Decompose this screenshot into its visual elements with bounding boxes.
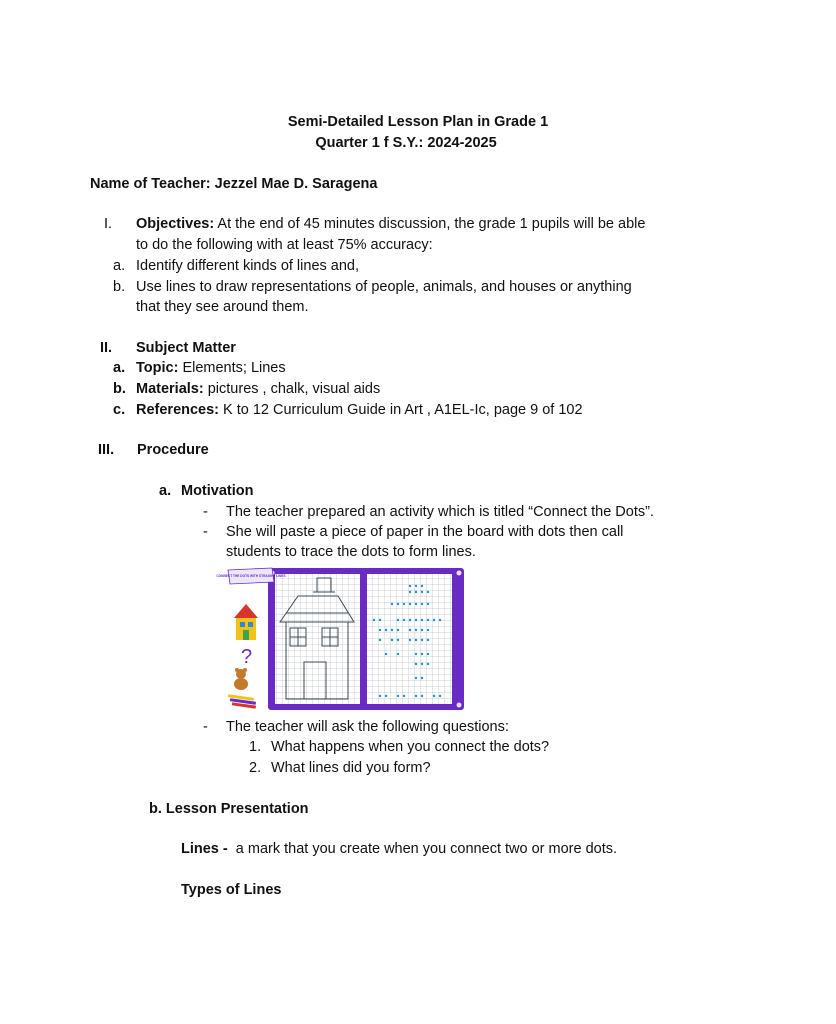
list-marker: c. <box>113 402 126 418</box>
grid-dot <box>403 695 405 697</box>
grid-dot <box>427 629 429 631</box>
grid-dot <box>427 663 429 665</box>
grid-dot <box>439 695 441 697</box>
document-title: Semi-Detailed Lesson Plan in Grade 1 <box>287 114 549 130</box>
grid-dot <box>421 603 423 605</box>
grid-dot <box>421 677 423 679</box>
grid-dot <box>427 603 429 605</box>
grid-dot <box>427 591 429 593</box>
objective-item: Identify different kinds of lines and, <box>136 258 360 274</box>
grid-dot <box>421 695 423 697</box>
list-marker: b. <box>113 381 126 397</box>
grid-dot <box>421 639 423 641</box>
lines-term: Lines - <box>181 841 228 857</box>
grid-dot <box>379 629 381 631</box>
grid-dot <box>403 603 405 605</box>
objectives-text-line1: At the end of 45 minutes discussion, the grade 1 pupils will be able <box>214 216 646 232</box>
list-marker: a. <box>159 483 172 499</box>
objective-item-continued: that they see around them. <box>136 299 309 315</box>
grid-dot <box>379 639 381 641</box>
grid-dot <box>427 653 429 655</box>
toy-house-icon <box>234 604 258 640</box>
svg-text:CONNECT THE DOTS WITH STRAIGHT: CONNECT THE DOTS WITH STRAIGHT LINES <box>216 574 286 578</box>
grid-dot <box>421 629 423 631</box>
questions-intro: The teacher will ask the following questions: <box>226 719 509 735</box>
grid-dot <box>415 653 417 655</box>
grid-dot <box>415 603 417 605</box>
grid-dot <box>409 619 411 621</box>
document-subtitle: Quarter 1 f S.Y.: 2024-2025 <box>315 135 497 151</box>
motivation-bullet-continued: students to trace the dots to form lines. <box>226 544 476 560</box>
grid-dot <box>421 653 423 655</box>
grid-dot <box>379 695 381 697</box>
list-marker: 2. <box>249 760 262 776</box>
teddy-bear-icon <box>234 668 248 690</box>
grid-dot <box>421 619 423 621</box>
grid-dot <box>373 619 375 621</box>
connect-the-dots-illustration <box>216 566 466 712</box>
subheading-motivation: Motivation <box>181 483 254 499</box>
grid-dot <box>415 695 417 697</box>
grid-dot <box>433 619 435 621</box>
section-numeral-subject-matter: II. <box>100 340 113 356</box>
list-marker: b. <box>113 279 126 295</box>
grid-dot <box>397 695 399 697</box>
grid-dot <box>397 629 399 631</box>
grid-dot <box>421 663 423 665</box>
subject-references: References: K to 12 Curriculum Guide in Art , A1EL-Ic, page 9 of 102 <box>136 402 583 418</box>
subject-materials: Materials: pictures , chalk, visual aids <box>136 381 381 397</box>
grid-dot <box>379 619 381 621</box>
grid-dot <box>427 639 429 641</box>
grid-dot <box>391 629 393 631</box>
grid-dot <box>415 629 417 631</box>
grid-dot <box>409 585 411 587</box>
motivation-bullet: The teacher prepared an activity which is titled “Connect the Dots”. <box>226 504 654 520</box>
objectives-intro <box>136 214 645 234</box>
bullet-dash: - <box>203 524 208 540</box>
grid-dot <box>397 639 399 641</box>
grid-dot <box>391 639 393 641</box>
section-numeral-procedure: III. <box>98 442 115 458</box>
grid-dot <box>409 639 411 641</box>
question-item: What happens when you connect the dots? <box>271 739 550 755</box>
lines-definition-text: a mark that you create when you connect two or more dots. <box>227 841 618 857</box>
grid-dot <box>385 629 387 631</box>
grid-dot <box>409 629 411 631</box>
grid-dot <box>403 619 405 621</box>
pin-icon <box>457 703 462 708</box>
grid-dot <box>421 591 423 593</box>
grid-dot <box>415 639 417 641</box>
grid-dot <box>415 677 417 679</box>
grid-dot <box>385 695 387 697</box>
list-marker: 1. <box>249 739 262 755</box>
grid-dot <box>415 619 417 621</box>
grid-dot <box>439 619 441 621</box>
objectives-text-line2: to do the following with at least 75% accuracy: <box>136 237 433 253</box>
motivation-bullet: She will paste a piece of paper in the board with dots then call <box>226 524 624 540</box>
grid-dot <box>397 603 399 605</box>
section-numeral-objectives: I. <box>104 216 113 232</box>
subheading-lesson-presentation: b. Lesson Presentation <box>149 801 309 817</box>
list-marker: a. <box>113 258 126 274</box>
grid-dot <box>397 653 399 655</box>
grid-dot <box>391 603 393 605</box>
objective-item: Use lines to draw representations of people, animals, and houses or anything <box>136 279 632 295</box>
question-item: What lines did you form? <box>271 760 431 776</box>
grid-dot <box>415 585 417 587</box>
grid-dot <box>409 591 411 593</box>
section-heading-subject-matter: Subject Matter <box>136 340 236 356</box>
bullet-dash: - <box>203 719 208 735</box>
section-heading-procedure: Procedure <box>137 442 209 458</box>
grid-dot <box>385 653 387 655</box>
subject-topic: Topic: Elements; Lines <box>136 360 286 376</box>
pencils-icon <box>228 694 256 708</box>
grid-dot <box>433 695 435 697</box>
question-mark-icon: ? <box>241 646 253 668</box>
pin-icon <box>457 571 462 576</box>
grid-dot <box>415 591 417 593</box>
bullet-dash: - <box>203 504 208 520</box>
lines-definition <box>181 839 617 859</box>
grid-dot <box>421 585 423 587</box>
list-marker: a. <box>113 360 126 376</box>
types-of-lines-heading: Types of Lines <box>181 882 282 898</box>
grid-dot <box>409 603 411 605</box>
teacher-name: Name of Teacher: Jezzel Mae D. Saragena <box>90 176 378 192</box>
objectives-label: Objectives: <box>136 216 215 232</box>
grid-dot <box>415 663 417 665</box>
grid-dot <box>427 619 429 621</box>
grid-dot <box>397 619 399 621</box>
